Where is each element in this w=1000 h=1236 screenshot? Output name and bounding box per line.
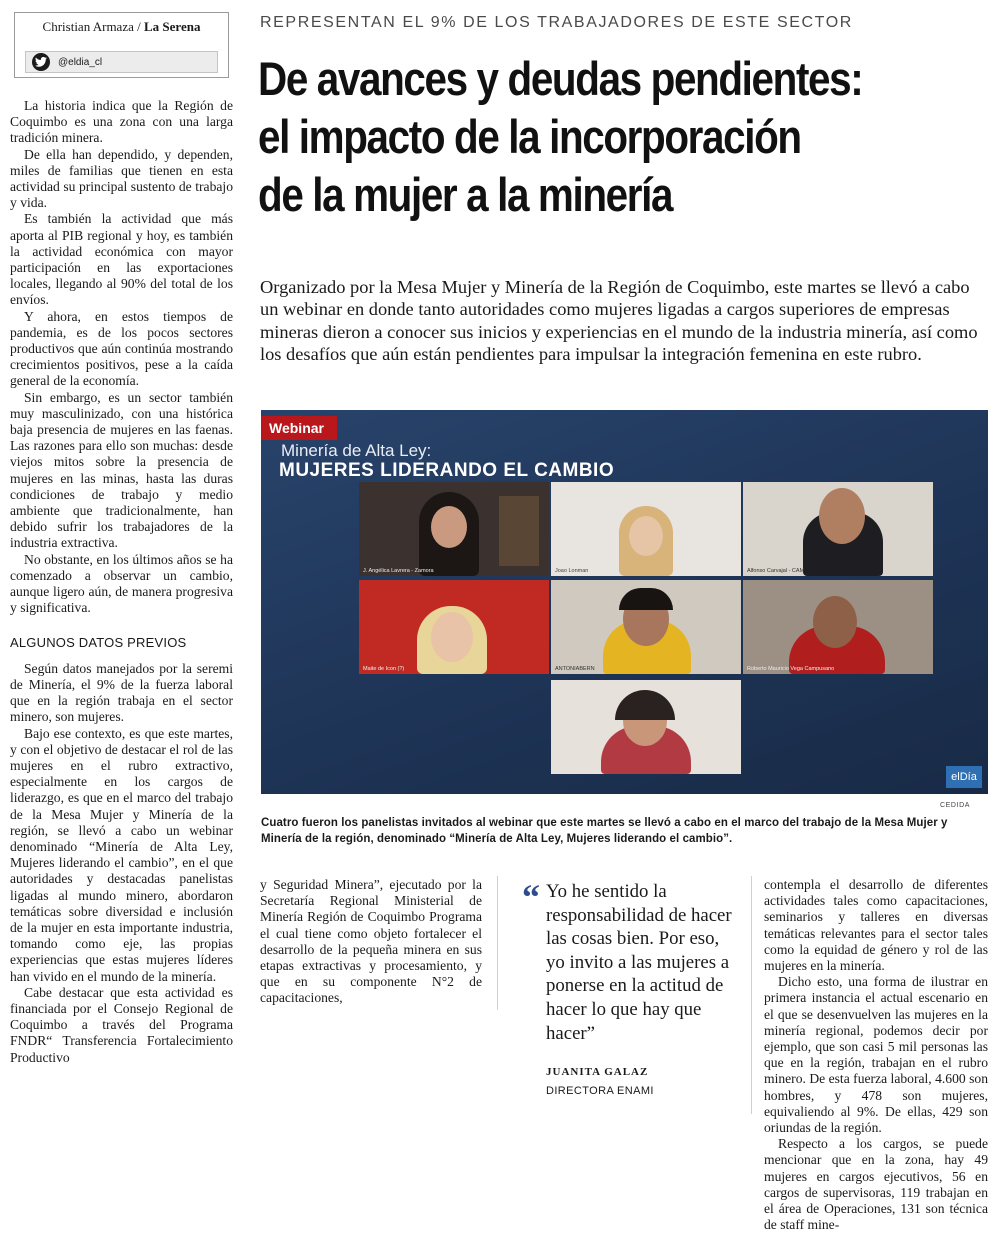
video-tile: [743, 482, 933, 576]
participant-label: Alfonso Carvajal - CAM: [747, 568, 805, 574]
headline-line: De avances y deudas pendientes:: [258, 52, 863, 105]
video-tile: [743, 580, 933, 674]
byline-separator: /: [137, 19, 141, 34]
paragraph: Según datos manejados por la seremi de Minería, el 9% de la fuerza laboral que en la región trabaja en el sector minero, son mujeres.: [10, 660, 233, 725]
hair: [619, 588, 673, 610]
video-tile: [359, 482, 549, 576]
webinar-title: MUJERES LIDERANDO EL CAMBIO: [279, 460, 615, 481]
headline-line: el impacto de la incorporación: [258, 110, 801, 163]
paragraph: Cabe destacar que esta actividad es financiada por el Consejo Regional de Coquimbo a través del Programa FNDR“ Transferencia Fortalecimiento Productivo: [10, 984, 233, 1065]
video-tile: [551, 482, 741, 576]
eldia-logo: elDía: [946, 766, 982, 788]
webinar-photo: [261, 410, 988, 794]
twitter-handle: @eldia_cl: [58, 56, 103, 68]
quote-author-role: DIRECTORA ENAMI: [546, 1085, 654, 1097]
quote-mark-icon: “: [522, 877, 540, 917]
photo-credit: CEDIDA: [940, 802, 971, 809]
participant-face: [813, 596, 857, 648]
byline-box: [14, 12, 229, 78]
participant-label: Maite de Icon (?): [363, 666, 405, 672]
twitter-bird-icon: [32, 53, 50, 71]
paragraph: De ella han dependido, y dependen, miles de familias que tienen en esta actividad su principal sustento de trabajo y vida.: [10, 146, 233, 211]
paragraph: Es también la actividad que más aporta al PIB regional y hoy, es también la actividad económica con mayor participación en las exportaciones locales, llegando al 90% del total de los envíos.: [10, 211, 233, 308]
participant-face: [431, 612, 473, 662]
participant-label: Roberto Mauricio Vega Campusano: [747, 666, 835, 672]
left-column: [10, 98, 233, 1066]
photo-caption: Cuatro fueron los panelistas invitados al webinar que este martes se llevó a cabo en el marco del trabajo de la Mesa Mujer y Minería de la región, denominado “Minería de Alta Ley, Mujeres liderando el cambio”.: [261, 815, 948, 845]
paragraph: Bajo ese contexto, es que este martes, y con el objetivo de destacar el rol de las mujeres en el rubro extractivo, especialmente en los cargos de liderazgo, es que en el marco del trabajo de la Mesa Mujer y Minería de la región, se llevó a cabo un webinar denominado “Minería de Alta Ley, Mujeres liderando el cambio”, en el que autoridades y destacadas panelistas ligadas al mundo minero, abordaron temáticas sobre diversidad e inclusión de la mujer en esta importante industria, tomando como eje, las propias experiencias que estas mujeres líderes han vivido en el mundo de la minería.: [10, 725, 233, 984]
lead-paragraph: Organizado por la Mesa Mujer y Minería de la Región de Coquimbo, este martes se llevó a cabo un webinar en donde tanto autoridades como mujeres ligadas a cargos superiores de empresas mineras dieron a conocer sus inicios y experiencias en el mundo de la industria minería, así como los desafíos que aún están pendientes para impulsar la integración femenina en este rubro.: [260, 277, 978, 365]
middle-column: [260, 877, 482, 1007]
participant-label: J. Angélica Lavrera - Zamora: [363, 568, 434, 574]
column-divider: [497, 876, 498, 1010]
paragraph: No obstante, en los últimos años se ha comenzado a observar un cambio, aunque ligero aún, de manera progresiva y significativa.: [10, 551, 233, 616]
twitter-handle-bar[interactable]: [25, 51, 218, 73]
participant-face: [629, 516, 663, 556]
author-name: Christian Armaza: [42, 19, 134, 34]
column-divider: [751, 876, 752, 1114]
paragraph: y Seguridad Minera”, ejecutado por la Secretaría Regional Ministerial de Minería Región de Coquimbo Programa el cual tiene como objeto fortalecer el desarrollo de la pequeña minera en sus etapas extractivas y procesamiento, y que en su componente N°2 de capacitaciones,: [260, 877, 482, 1006]
headline-line: de la mujer a la minería: [258, 168, 673, 221]
right-column: [764, 877, 988, 1233]
paragraph: Sin embargo, es un sector también muy masculinizado, con una histórica baja presencia de mujeres en las faenas. Las razones para ello son muchas: desde viejos mitos sobre la presencia de mujeres en las minas, hasta las duras condiciones de trabajo y medio ambiente que tradicionalmente, han debido sufrir los trabajadores de la industria extractiva.: [10, 389, 233, 551]
byline-names: [15, 19, 228, 35]
webinar-badge: Webinar: [261, 416, 337, 440]
participant-label: Joao Lonman: [555, 568, 589, 574]
bookshelf: [499, 496, 539, 566]
participant-label: ANTONIABERN: [555, 666, 595, 672]
video-tile: [551, 680, 741, 774]
quote-author: JUANITA GALAZ: [546, 1066, 649, 1078]
quote-text: Yo he sentido la responsabilidad de hacer las cosas bien. Por eso, yo invito a las mujeres a ponerse en la actitud de hacer lo que hay que hacer”: [546, 881, 732, 1044]
paragraph: contempla el desarrollo de diferentes actividades tales como capacitaciones, seminarios y talleres en diversas temáticas relevantes para el sector tales como la equidad de género y rol de las mujeres en la minería.: [764, 877, 988, 974]
byline-location: La Serena: [144, 19, 201, 34]
paragraph: Respecto a los cargos, se puede mencionar que en la zona, hay 49 mujeres en cargos ejecutivos, 56 en cargos de supervisoras, 119 trabajan en el área de Operaciones, 131 son técnica de staff mine-: [764, 1136, 988, 1233]
paragraph: La historia indica que la Región de Coquimbo es una zona con una larga tradición minera.: [10, 98, 233, 146]
webinar-subtitle: Minería de Alta Ley:: [281, 441, 432, 460]
video-tile: [551, 580, 741, 674]
kicker: REPRESENTAN EL 9% DE LOS TRABAJADORES DE ESTE SECTOR: [260, 14, 853, 31]
participant-face: [431, 506, 467, 548]
section-subhead: ALGUNOS DATOS PREVIOS: [10, 634, 187, 650]
participant-face: [819, 488, 865, 544]
paragraph: Y ahora, en estos tiempos de pandemia, es de los pocos sectores productivos que aún continúa mostrando crecimientos positivos, pese a la caída general de la economía.: [10, 308, 233, 389]
video-tile: [359, 580, 549, 674]
headline: [258, 50, 988, 224]
paragraph: Dicho esto, una forma de ilustrar en primera instancia el actual escenario en el que se desenvuelven las mujeres en la minería regional, podemos decir por ejemplo, que son casi 5 mil personas las que en la región, trabajan en el rubro minero. De esta fuerza laboral, 4.600 son hombres, y 478 son mujeres, equivaliendo al 9%. De ellas, 429 son oriundas de la región.: [764, 974, 988, 1136]
hair: [615, 690, 675, 720]
